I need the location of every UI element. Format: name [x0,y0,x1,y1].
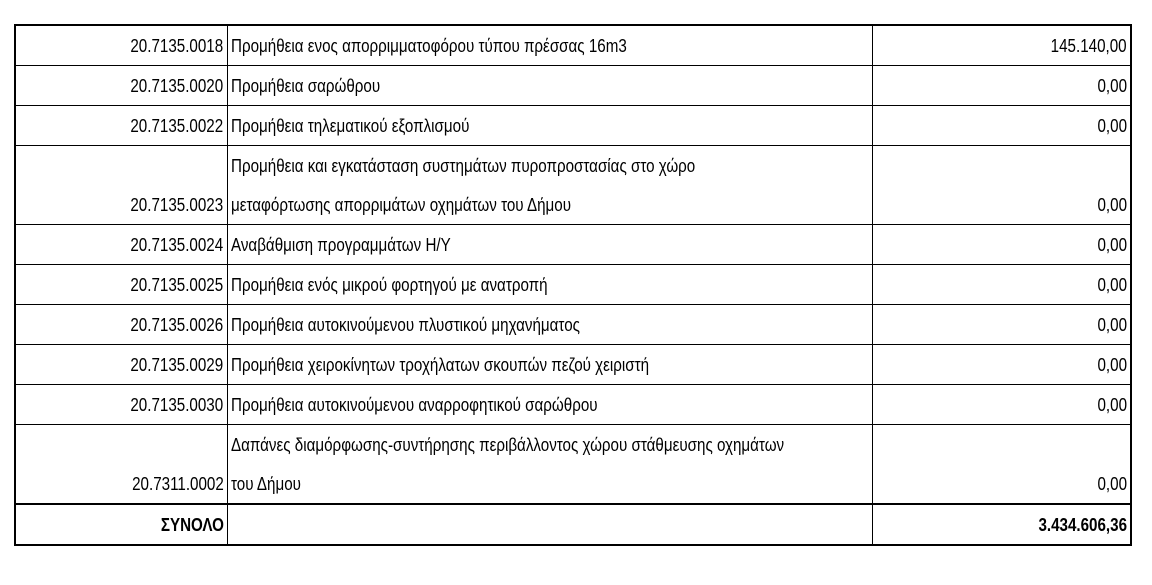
description-line: Προμήθεια χειροκίνητων τροχήλατων σκουπών πεζού χειριστή [230,354,649,375]
description-line: Προμήθεια τηλεματικού εξοπλισμού [230,115,469,136]
description-line: Προμήθεια σαρώθρου [230,75,380,96]
table-row [15,106,1131,146]
description-line-wrapper [231,26,870,65]
account-code: 20.7135.0023 [130,194,224,215]
amount-value: 0,00 [1097,354,1127,375]
description-line-wrapper [231,305,870,344]
total-label: ΣΥΝΟΛΟ [160,514,224,535]
description-cell [227,305,872,345]
amount-value: 0,00 [1097,274,1127,295]
account-code-cell [15,385,227,425]
account-code: 20.7135.0025 [130,274,224,295]
description-cell [227,425,872,505]
account-code: 20.7135.0024 [130,234,224,255]
budget-table-body [15,25,1131,504]
amount-cell [872,425,1131,505]
budget-table [14,24,1132,546]
table-row [15,25,1131,66]
account-code: 20.7135.0022 [130,115,224,136]
description-line: μεταφόρτωσης απορριμάτων οχημάτων του Δήμου [230,194,571,215]
description-line-wrapper [231,265,870,304]
description-line: Αναβάθμιση προγραμμάτων Η/Υ [230,234,451,255]
description-line-wrapper [231,185,870,224]
amount-cell [872,385,1131,425]
description-line: Δαπάνες διαμόρφωσης-συντήρησης περιβάλλοντος χώρου στάθμευσης οχημάτων [230,434,784,455]
table-row [15,305,1131,345]
amount-cell [872,345,1131,385]
account-code-cell [15,425,227,505]
table-row [15,425,1131,505]
description-line: Προμήθεια και εγκατάσταση συστημάτων πυροπροστασίας στο χώρο [230,155,695,176]
amount-value: 0,00 [1097,234,1127,255]
account-code: 20.7135.0029 [130,354,224,375]
amount-cell [872,66,1131,106]
amount-cell [872,146,1131,225]
account-code-cell [15,66,227,106]
description-line-wrapper [231,345,870,384]
description-cell [227,225,872,265]
amount-value: 0,00 [1097,194,1127,215]
account-code-cell [15,265,227,305]
table-row [15,225,1131,265]
table-row [15,345,1131,385]
description-line-wrapper [231,106,870,145]
description-line: Προμήθεια αυτοκινούμενου πλυστικού μηχανήματος [230,314,580,335]
account-code-cell [15,146,227,225]
account-code: 20.7135.0026 [130,314,224,335]
amount-value: 145.140,00 [1051,35,1127,56]
amount-value: 0,00 [1097,314,1127,335]
description-cell [227,265,872,305]
amount-value: 0,00 [1097,394,1127,415]
account-code-cell [15,305,227,345]
description-line: του Δήμου [230,473,301,494]
description-cell [227,146,872,225]
description-cell [227,25,872,66]
amount-cell [872,106,1131,146]
total-amount-cell [872,504,1131,545]
total-label-cell [15,504,227,545]
amount-value: 0,00 [1097,473,1127,494]
description-cell [227,66,872,106]
account-code: 20.7135.0020 [130,75,224,96]
table-row [15,385,1131,425]
total-amount: 3.434.606,36 [1038,514,1127,535]
amount-cell [872,265,1131,305]
description-cell [227,345,872,385]
description-line-wrapper [231,225,870,264]
account-code: 20.7135.0030 [130,394,224,415]
description-line: Προμήθεια αυτοκινούμενου αναρροφητικού σαρώθρου [230,394,598,415]
table-row [15,265,1131,305]
account-code: 20.7135.0018 [130,35,224,56]
description-cell [227,385,872,425]
account-code: 20.7311.0002 [131,473,224,494]
total-empty-cell [227,504,872,545]
description-line: Προμήθεια ενός μικρού φορτηγού με ανατροπή [230,274,548,295]
amount-cell [872,225,1131,265]
table-row [15,146,1131,225]
total-row [15,504,1131,545]
amount-cell [872,25,1131,66]
account-code-cell [15,25,227,66]
amount-value: 0,00 [1097,115,1127,136]
description-line-wrapper [231,464,870,503]
account-code-cell [15,225,227,265]
table-row [15,66,1131,106]
description-line-wrapper [231,425,870,464]
description-line-wrapper [231,146,870,185]
account-code-cell [15,106,227,146]
description-cell [227,106,872,146]
description-line-wrapper [231,385,870,424]
description-line-wrapper [231,66,870,105]
account-code-cell [15,345,227,385]
amount-cell [872,305,1131,345]
amount-value: 0,00 [1097,75,1127,96]
description-line: Προμήθεια ενος απορριμματοφόρου τύπου πρέσσας 16m3 [230,35,627,56]
